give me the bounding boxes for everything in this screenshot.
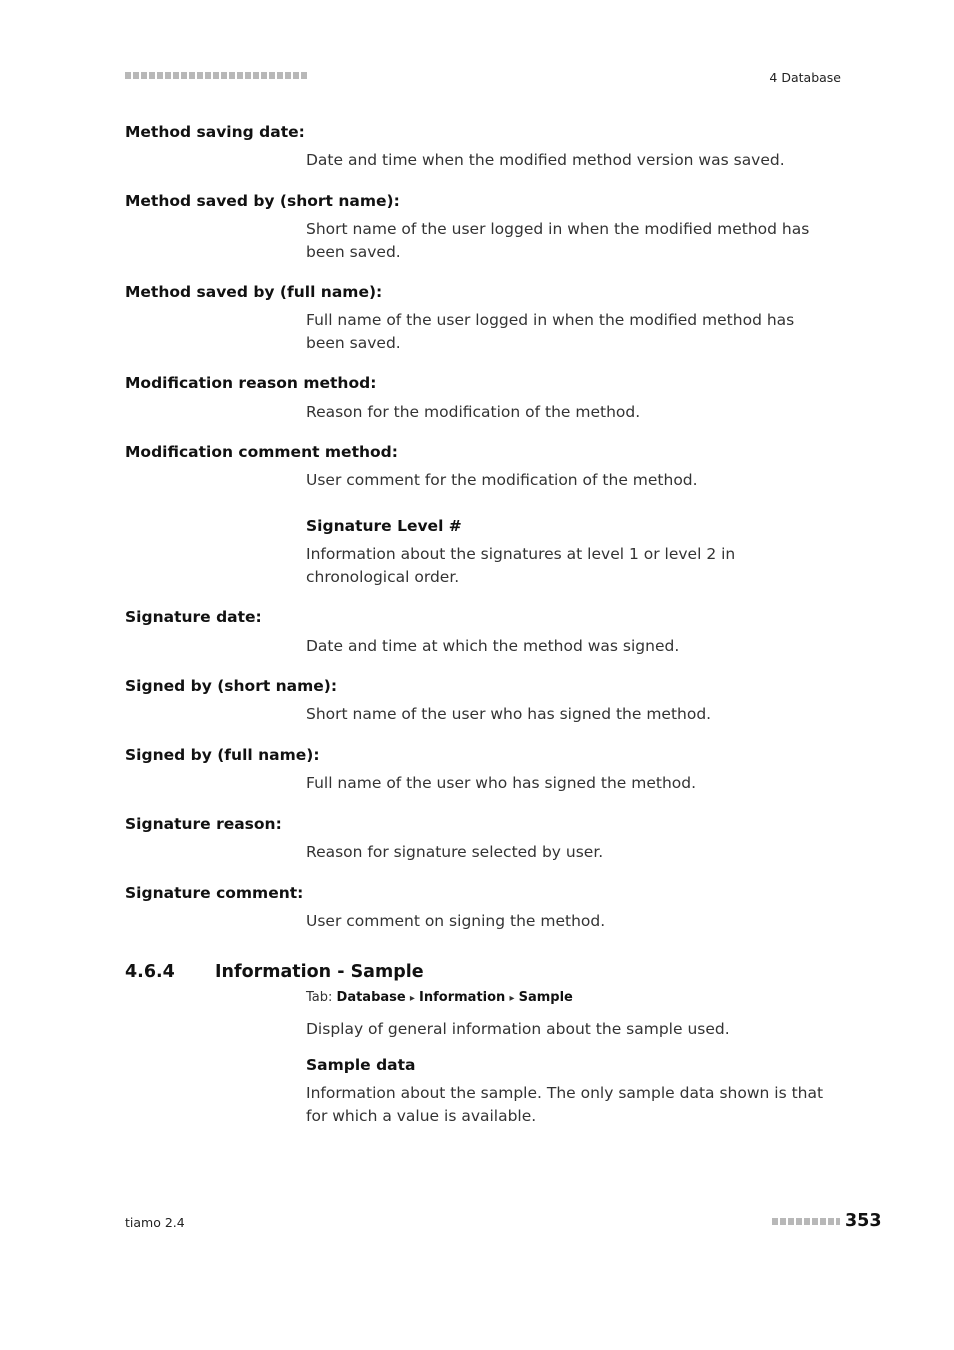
term-signed-by-short: Signed by (short name):	[125, 677, 338, 695]
desc-signed-by-full: Full name of the user who has signed the method.	[306, 774, 697, 792]
running-header-chapter: 4 Database	[769, 70, 841, 85]
term-signed-by-full: Signed by (full name):	[125, 746, 320, 764]
desc-signature-date: Date and time at which the method was signed.	[306, 637, 680, 655]
tab-path-separator: ▸	[509, 993, 515, 1004]
desc-method-saving-date: Date and time when the modified method version was saved.	[306, 151, 785, 169]
desc-signature-level: Information about the signatures at level 1 or level 2 in chronological order.	[306, 545, 736, 586]
section-number: 4.6.4	[125, 962, 175, 982]
desc-signature-comment: User comment on signing the method.	[306, 912, 606, 930]
tab-path-information: Information	[419, 990, 506, 1005]
term-signature-comment: Signature comment:	[125, 884, 304, 902]
tab-path-database: Database	[336, 990, 406, 1005]
desc-signed-by-short: Short name of the user who has signed the method.	[306, 705, 712, 723]
term-signature-date: Signature date:	[125, 608, 262, 626]
desc-method-saved-by-full: Full name of the user logged in when the modified method has been saved.	[306, 311, 795, 352]
tab-path-sample: Sample	[518, 990, 573, 1005]
page-number: 353	[845, 1211, 882, 1231]
term-method-saved-by-short: Method saved by (short name):	[125, 192, 400, 210]
desc-modification-comment: User comment for the modification of the method.	[306, 471, 698, 489]
footer-product: tiamo 2.4	[125, 1215, 185, 1230]
subheading-signature-level: Signature Level #	[306, 517, 462, 535]
term-modification-reason: Modification reason method:	[125, 374, 377, 392]
header-decoration	[125, 72, 307, 79]
tab-path-prefix: Tab:	[306, 990, 333, 1005]
desc-signature-reason: Reason for signature selected by user.	[306, 843, 604, 861]
desc-sample-data: Information about the sample. The only sample data shown is that for which a value is available.	[306, 1084, 824, 1125]
tab-path	[306, 990, 573, 1005]
subheading-sample-data: Sample data	[306, 1056, 416, 1074]
term-modification-comment: Modification comment method:	[125, 443, 398, 461]
tab-path-separator: ▸	[409, 993, 415, 1004]
desc-method-saved-by-short: Short name of the user logged in when the modified method has been saved.	[306, 220, 810, 261]
term-signature-reason: Signature reason:	[125, 815, 282, 833]
footer-decoration	[772, 1218, 840, 1225]
term-method-saved-by-full: Method saved by (full name):	[125, 283, 383, 301]
section-title: Information - Sample	[215, 962, 424, 982]
term-method-saving-date: Method saving date:	[125, 123, 305, 141]
desc-modification-reason: Reason for the modification of the method.	[306, 403, 641, 421]
section-intro: Display of general information about the sample used.	[306, 1020, 730, 1038]
